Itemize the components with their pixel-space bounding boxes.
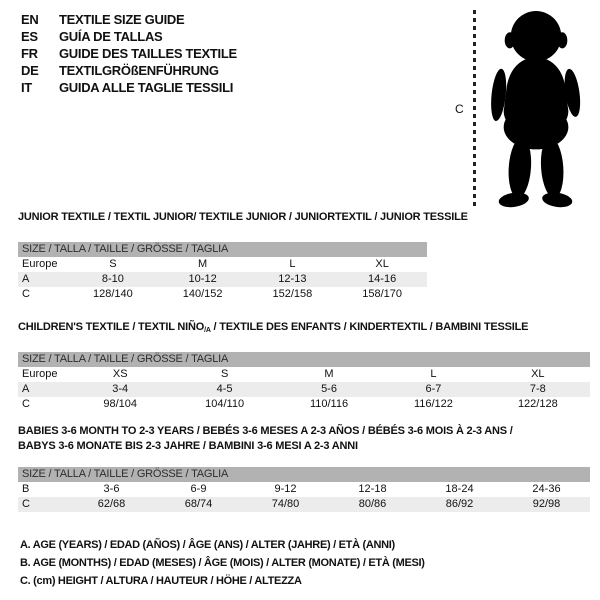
list-item — [21, 62, 237, 79]
section-title — [18, 321, 590, 337]
language-title: GUIDA ALLE TAGLIE TESSILI — [59, 80, 234, 95]
table-cell: 6-9 — [190, 483, 207, 495]
table-cell: 24-36 — [532, 483, 561, 495]
list-item — [21, 79, 237, 96]
junior-size-table — [18, 242, 427, 302]
table-cell: 10-12 — [188, 273, 217, 285]
language-code: ES — [21, 29, 38, 44]
language-code: FR — [21, 46, 38, 61]
language-title: TEXTILGRÖßENFÜHRUNG — [59, 63, 219, 78]
table-row — [18, 482, 590, 497]
table-cell: M — [198, 258, 208, 270]
table-cell: 14-16 — [368, 273, 397, 285]
table-cell: 12-13 — [278, 273, 307, 285]
table-cell: XS — [112, 368, 128, 380]
row-label: C — [22, 498, 30, 510]
table-cell: 92/98 — [532, 498, 561, 510]
table-row — [18, 397, 590, 412]
table-cell: 3-6 — [103, 483, 120, 495]
table-cell: 8-10 — [101, 273, 124, 285]
section-title-subscript: /A — [204, 327, 211, 334]
table-row — [18, 382, 590, 397]
table-cell: S — [109, 258, 117, 270]
list-item — [21, 11, 237, 28]
table-cell: 7-8 — [529, 383, 546, 395]
table-cell: S — [220, 368, 229, 380]
table-row — [18, 257, 427, 272]
babies-size-table — [18, 467, 590, 512]
section-title-line1: BABIES 3-6 MONTH TO 2-3 YEARS / BEBÉS 3-6 MESES A 2-3 AÑOS / BÉBÉS 3-6 MOIS À 2-3 ANS / — [18, 425, 513, 437]
table-cell: 18-24 — [445, 483, 474, 495]
row-label: B — [22, 483, 30, 495]
section-babies-textile — [18, 424, 590, 512]
row-label: Europe — [22, 258, 58, 270]
section-junior-textile — [18, 211, 468, 302]
table-cell: 62/68 — [97, 498, 126, 510]
size-header-bar: SIZE / TALLA / TAILLE / GRÖSSE / TAGLIA — [18, 352, 590, 367]
table-row — [18, 367, 590, 382]
row-label: A — [22, 273, 30, 285]
height-measure-figure — [450, 6, 595, 212]
table-cell: 5-6 — [321, 383, 337, 395]
table-cell: 140/152 — [182, 288, 223, 300]
children-size-table — [18, 352, 590, 412]
table-cell: XL — [531, 368, 545, 380]
table-cell: 9-12 — [274, 483, 297, 495]
table-cell: 98/104 — [103, 398, 138, 410]
table-cell: 6-7 — [425, 383, 442, 395]
language-code: EN — [21, 12, 39, 27]
toddler-silhouette-icon — [483, 8, 585, 210]
table-cell: 86/92 — [445, 498, 474, 510]
row-label: A — [22, 383, 30, 395]
table-cell: 158/170 — [362, 288, 402, 300]
section-title: JUNIOR TEXTILE / TEXTIL JUNIOR/ TEXTILE JUNIOR / JUNIORTEXTIL / JUNIOR TESSILE — [18, 211, 468, 223]
table-cell: 152/158 — [272, 288, 313, 300]
language-code: IT — [21, 80, 32, 95]
section-title-line2: BABYS 3-6 MONATE BIS 2-3 JAHRE / BAMBINI 3-6 MESI A 2-3 ANNI — [18, 440, 358, 452]
footnote-c: C. (cm) HEIGHT / ALTURA / HAUTEUR / HÖHE / ALTEZZA — [20, 575, 302, 587]
footnote-b: B. AGE (MONTHS) / EDAD (MESES) / ÂGE (MOIS) / ALTER (MONATE) / ETÀ (MESI) — [20, 557, 425, 569]
size-header-bar: SIZE / TALLA / TAILLE / GRÖSSE / TAGLIA — [18, 467, 590, 482]
height-measure-label: C — [455, 102, 464, 116]
height-measure-dashed-line — [473, 10, 476, 208]
language-title: GUÍA DE TALLAS — [59, 29, 163, 44]
size-header-bar: SIZE / TALLA / TAILLE / GRÖSSE / TAGLIA — [18, 242, 427, 257]
language-title-list — [21, 11, 237, 96]
table-cell: L — [289, 258, 296, 270]
section-title — [18, 424, 590, 454]
section-title-text: / TEXTILE DES ENFANTS / KINDERTEXTIL / BAMBINI TESSILE — [210, 321, 529, 333]
table-cell: 68/74 — [184, 498, 213, 510]
table-cell: 80/86 — [358, 498, 387, 510]
footnotes — [20, 536, 425, 590]
table-cell: 128/140 — [92, 288, 133, 300]
list-item — [21, 45, 237, 62]
table-cell: M — [324, 368, 334, 380]
table-cell: 116/122 — [413, 398, 453, 410]
table-cell: 110/116 — [309, 398, 349, 410]
table-row — [18, 497, 590, 512]
section-title-text: CHILDREN'S TEXTILE / TEXTIL NIÑO — [18, 321, 205, 333]
language-code: DE — [21, 63, 39, 78]
row-label: C — [22, 288, 30, 300]
table-cell: 104/110 — [205, 398, 245, 410]
table-cell: L — [430, 368, 437, 380]
list-item — [21, 28, 237, 45]
language-title: GUIDE DES TAILLES TEXTILE — [59, 46, 237, 61]
table-row — [18, 287, 427, 302]
row-label: Europe — [22, 368, 58, 380]
language-title: TEXTILE SIZE GUIDE — [59, 12, 185, 27]
table-row — [18, 272, 427, 287]
footnote-a: A. AGE (YEARS) / EDAD (AÑOS) / ÂGE (ANS) / ALTER (JAHRE) / ETÀ (ANNI) — [20, 539, 395, 551]
table-cell: 74/80 — [271, 498, 300, 510]
table-cell: 12-18 — [358, 483, 387, 495]
row-label: C — [22, 398, 30, 410]
section-childrens-textile — [18, 321, 590, 412]
table-cell: 3-4 — [112, 383, 129, 395]
table-cell: 4-5 — [216, 383, 233, 395]
table-cell: 122/128 — [517, 398, 558, 410]
table-cell: XL — [375, 258, 389, 270]
